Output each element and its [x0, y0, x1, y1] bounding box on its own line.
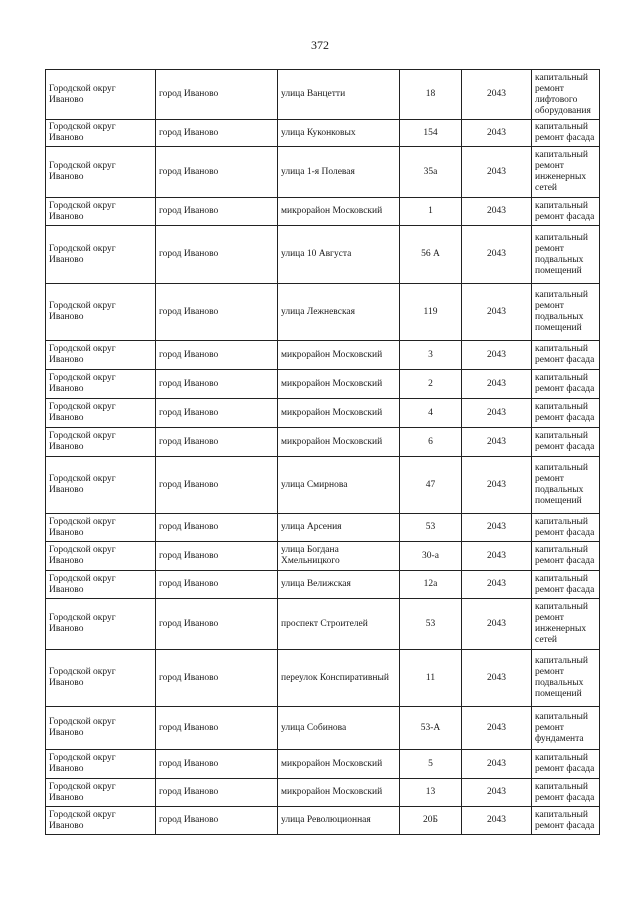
- year-cell: 2043: [462, 457, 532, 514]
- street-cell: улица Собинова: [278, 707, 400, 750]
- table-row: [46, 457, 600, 514]
- house-number-cell: 18: [400, 70, 462, 120]
- table-row: [46, 514, 600, 542]
- city-cell: город Иваново: [156, 779, 278, 807]
- year-cell: 2043: [462, 120, 532, 147]
- table-row: [46, 147, 600, 198]
- work-type-cell: капитальный ремонт фасада: [532, 571, 600, 599]
- okrug-cell: Городской округ Иваново: [46, 284, 156, 341]
- house-number-cell: 3: [400, 341, 462, 370]
- year-cell: 2043: [462, 284, 532, 341]
- year-cell: 2043: [462, 599, 532, 650]
- city-cell: город Иваново: [156, 707, 278, 750]
- okrug-cell: Городской округ Иваново: [46, 807, 156, 835]
- house-number-cell: 5: [400, 750, 462, 779]
- city-cell: город Иваново: [156, 147, 278, 198]
- street-cell: микрорайон Московский: [278, 779, 400, 807]
- house-number-cell: 2: [400, 370, 462, 399]
- table-row: [46, 750, 600, 779]
- work-type-cell: капитальный ремонт лифтового оборудования: [532, 70, 600, 120]
- city-cell: город Иваново: [156, 428, 278, 457]
- page-number: 372: [311, 38, 329, 52]
- street-cell: микрорайон Московский: [278, 341, 400, 370]
- house-number-cell: 30-а: [400, 542, 462, 571]
- street-cell: улица Лежневская: [278, 284, 400, 341]
- okrug-cell: Городской округ Иваново: [46, 226, 156, 284]
- okrug-cell: Городской округ Иваново: [46, 341, 156, 370]
- street-cell: улица Богдана Хмельницкого: [278, 542, 400, 571]
- street-cell: улица 10 Августа: [278, 226, 400, 284]
- house-number-cell: 4: [400, 399, 462, 428]
- city-cell: город Иваново: [156, 226, 278, 284]
- work-type-cell: капитальный ремонт подвальных помещений: [532, 457, 600, 514]
- year-cell: 2043: [462, 807, 532, 835]
- okrug-cell: Городской округ Иваново: [46, 399, 156, 428]
- city-cell: город Иваново: [156, 599, 278, 650]
- table-body: [46, 70, 600, 835]
- work-type-cell: капитальный ремонт фасада: [532, 120, 600, 147]
- work-type-cell: капитальный ремонт фундамента: [532, 707, 600, 750]
- okrug-cell: Городской округ Иваново: [46, 542, 156, 571]
- okrug-cell: Городской округ Иваново: [46, 514, 156, 542]
- okrug-cell: Городской округ Иваново: [46, 428, 156, 457]
- table-row: [46, 284, 600, 341]
- year-cell: 2043: [462, 542, 532, 571]
- registry-table: [45, 69, 600, 835]
- street-cell: микрорайон Московский: [278, 428, 400, 457]
- work-type-cell: капитальный ремонт инженерных сетей: [532, 599, 600, 650]
- street-cell: улица Арсения: [278, 514, 400, 542]
- table-row: [46, 542, 600, 571]
- okrug-cell: Городской округ Иваново: [46, 70, 156, 120]
- house-number-cell: 35а: [400, 147, 462, 198]
- house-number-cell: 47: [400, 457, 462, 514]
- table-row: [46, 341, 600, 370]
- table-row: [46, 70, 600, 120]
- work-type-cell: капитальный ремонт инженерных сетей: [532, 147, 600, 198]
- house-number-cell: 6: [400, 428, 462, 457]
- city-cell: город Иваново: [156, 542, 278, 571]
- year-cell: 2043: [462, 779, 532, 807]
- work-type-cell: капитальный ремонт фасада: [532, 779, 600, 807]
- okrug-cell: Городской округ Иваново: [46, 599, 156, 650]
- street-cell: улица Смирнова: [278, 457, 400, 514]
- city-cell: город Иваново: [156, 807, 278, 835]
- city-cell: город Иваново: [156, 70, 278, 120]
- house-number-cell: 119: [400, 284, 462, 341]
- okrug-cell: Городской округ Иваново: [46, 198, 156, 226]
- year-cell: 2043: [462, 226, 532, 284]
- house-number-cell: 53: [400, 514, 462, 542]
- street-cell: улица Велижская: [278, 571, 400, 599]
- city-cell: город Иваново: [156, 457, 278, 514]
- year-cell: 2043: [462, 198, 532, 226]
- work-type-cell: капитальный ремонт фасада: [532, 370, 600, 399]
- house-number-cell: 12а: [400, 571, 462, 599]
- work-type-cell: капитальный ремонт подвальных помещений: [532, 226, 600, 284]
- city-cell: город Иваново: [156, 650, 278, 707]
- year-cell: 2043: [462, 571, 532, 599]
- street-cell: улица Революционная: [278, 807, 400, 835]
- city-cell: город Иваново: [156, 284, 278, 341]
- okrug-cell: Городской округ Иваново: [46, 147, 156, 198]
- work-type-cell: капитальный ремонт подвальных помещений: [532, 650, 600, 707]
- year-cell: 2043: [462, 650, 532, 707]
- street-cell: микрорайон Московский: [278, 399, 400, 428]
- year-cell: 2043: [462, 370, 532, 399]
- street-cell: улица Куконковых: [278, 120, 400, 147]
- table-row: [46, 370, 600, 399]
- work-type-cell: капитальный ремонт фасада: [532, 198, 600, 226]
- street-cell: переулок Конспиративный: [278, 650, 400, 707]
- okrug-cell: Городской округ Иваново: [46, 571, 156, 599]
- city-cell: город Иваново: [156, 514, 278, 542]
- okrug-cell: Городской округ Иваново: [46, 650, 156, 707]
- house-number-cell: 20Б: [400, 807, 462, 835]
- year-cell: 2043: [462, 147, 532, 198]
- year-cell: 2043: [462, 399, 532, 428]
- table-row: [46, 399, 600, 428]
- table-row: [46, 599, 600, 650]
- city-cell: город Иваново: [156, 750, 278, 779]
- year-cell: 2043: [462, 341, 532, 370]
- okrug-cell: Городской округ Иваново: [46, 750, 156, 779]
- house-number-cell: 11: [400, 650, 462, 707]
- work-type-cell: капитальный ремонт фасада: [532, 341, 600, 370]
- year-cell: 2043: [462, 428, 532, 457]
- house-number-cell: 154: [400, 120, 462, 147]
- street-cell: улица 1-я Полевая: [278, 147, 400, 198]
- work-type-cell: капитальный ремонт фасада: [532, 807, 600, 835]
- house-number-cell: 56 А: [400, 226, 462, 284]
- street-cell: микрорайон Московский: [278, 370, 400, 399]
- table-row: [46, 650, 600, 707]
- work-type-cell: капитальный ремонт фасада: [532, 428, 600, 457]
- house-number-cell: 1: [400, 198, 462, 226]
- table-row: [46, 807, 600, 835]
- street-cell: микрорайон Московский: [278, 198, 400, 226]
- table-row: [46, 779, 600, 807]
- city-cell: город Иваново: [156, 341, 278, 370]
- table-row: [46, 120, 600, 147]
- okrug-cell: Городской округ Иваново: [46, 457, 156, 514]
- city-cell: город Иваново: [156, 120, 278, 147]
- year-cell: 2043: [462, 750, 532, 779]
- city-cell: город Иваново: [156, 370, 278, 399]
- city-cell: город Иваново: [156, 198, 278, 226]
- work-type-cell: капитальный ремонт фасада: [532, 399, 600, 428]
- house-number-cell: 13: [400, 779, 462, 807]
- okrug-cell: Городской округ Иваново: [46, 707, 156, 750]
- okrug-cell: Городской округ Иваново: [46, 120, 156, 147]
- street-cell: проспект Строителей: [278, 599, 400, 650]
- city-cell: город Иваново: [156, 571, 278, 599]
- table-row: [46, 226, 600, 284]
- year-cell: 2043: [462, 707, 532, 750]
- table-row: [46, 428, 600, 457]
- house-number-cell: 53-А: [400, 707, 462, 750]
- okrug-cell: Городской округ Иваново: [46, 779, 156, 807]
- table-row: [46, 198, 600, 226]
- table-row: [46, 707, 600, 750]
- work-type-cell: капитальный ремонт подвальных помещений: [532, 284, 600, 341]
- year-cell: 2043: [462, 514, 532, 542]
- city-cell: город Иваново: [156, 399, 278, 428]
- street-cell: улица Ванцетти: [278, 70, 400, 120]
- work-type-cell: капитальный ремонт фасада: [532, 514, 600, 542]
- table-row: [46, 571, 600, 599]
- work-type-cell: капитальный ремонт фасада: [532, 542, 600, 571]
- house-number-cell: 53: [400, 599, 462, 650]
- street-cell: микрорайон Московский: [278, 750, 400, 779]
- year-cell: 2043: [462, 70, 532, 120]
- work-type-cell: капитальный ремонт фасада: [532, 750, 600, 779]
- okrug-cell: Городской округ Иваново: [46, 370, 156, 399]
